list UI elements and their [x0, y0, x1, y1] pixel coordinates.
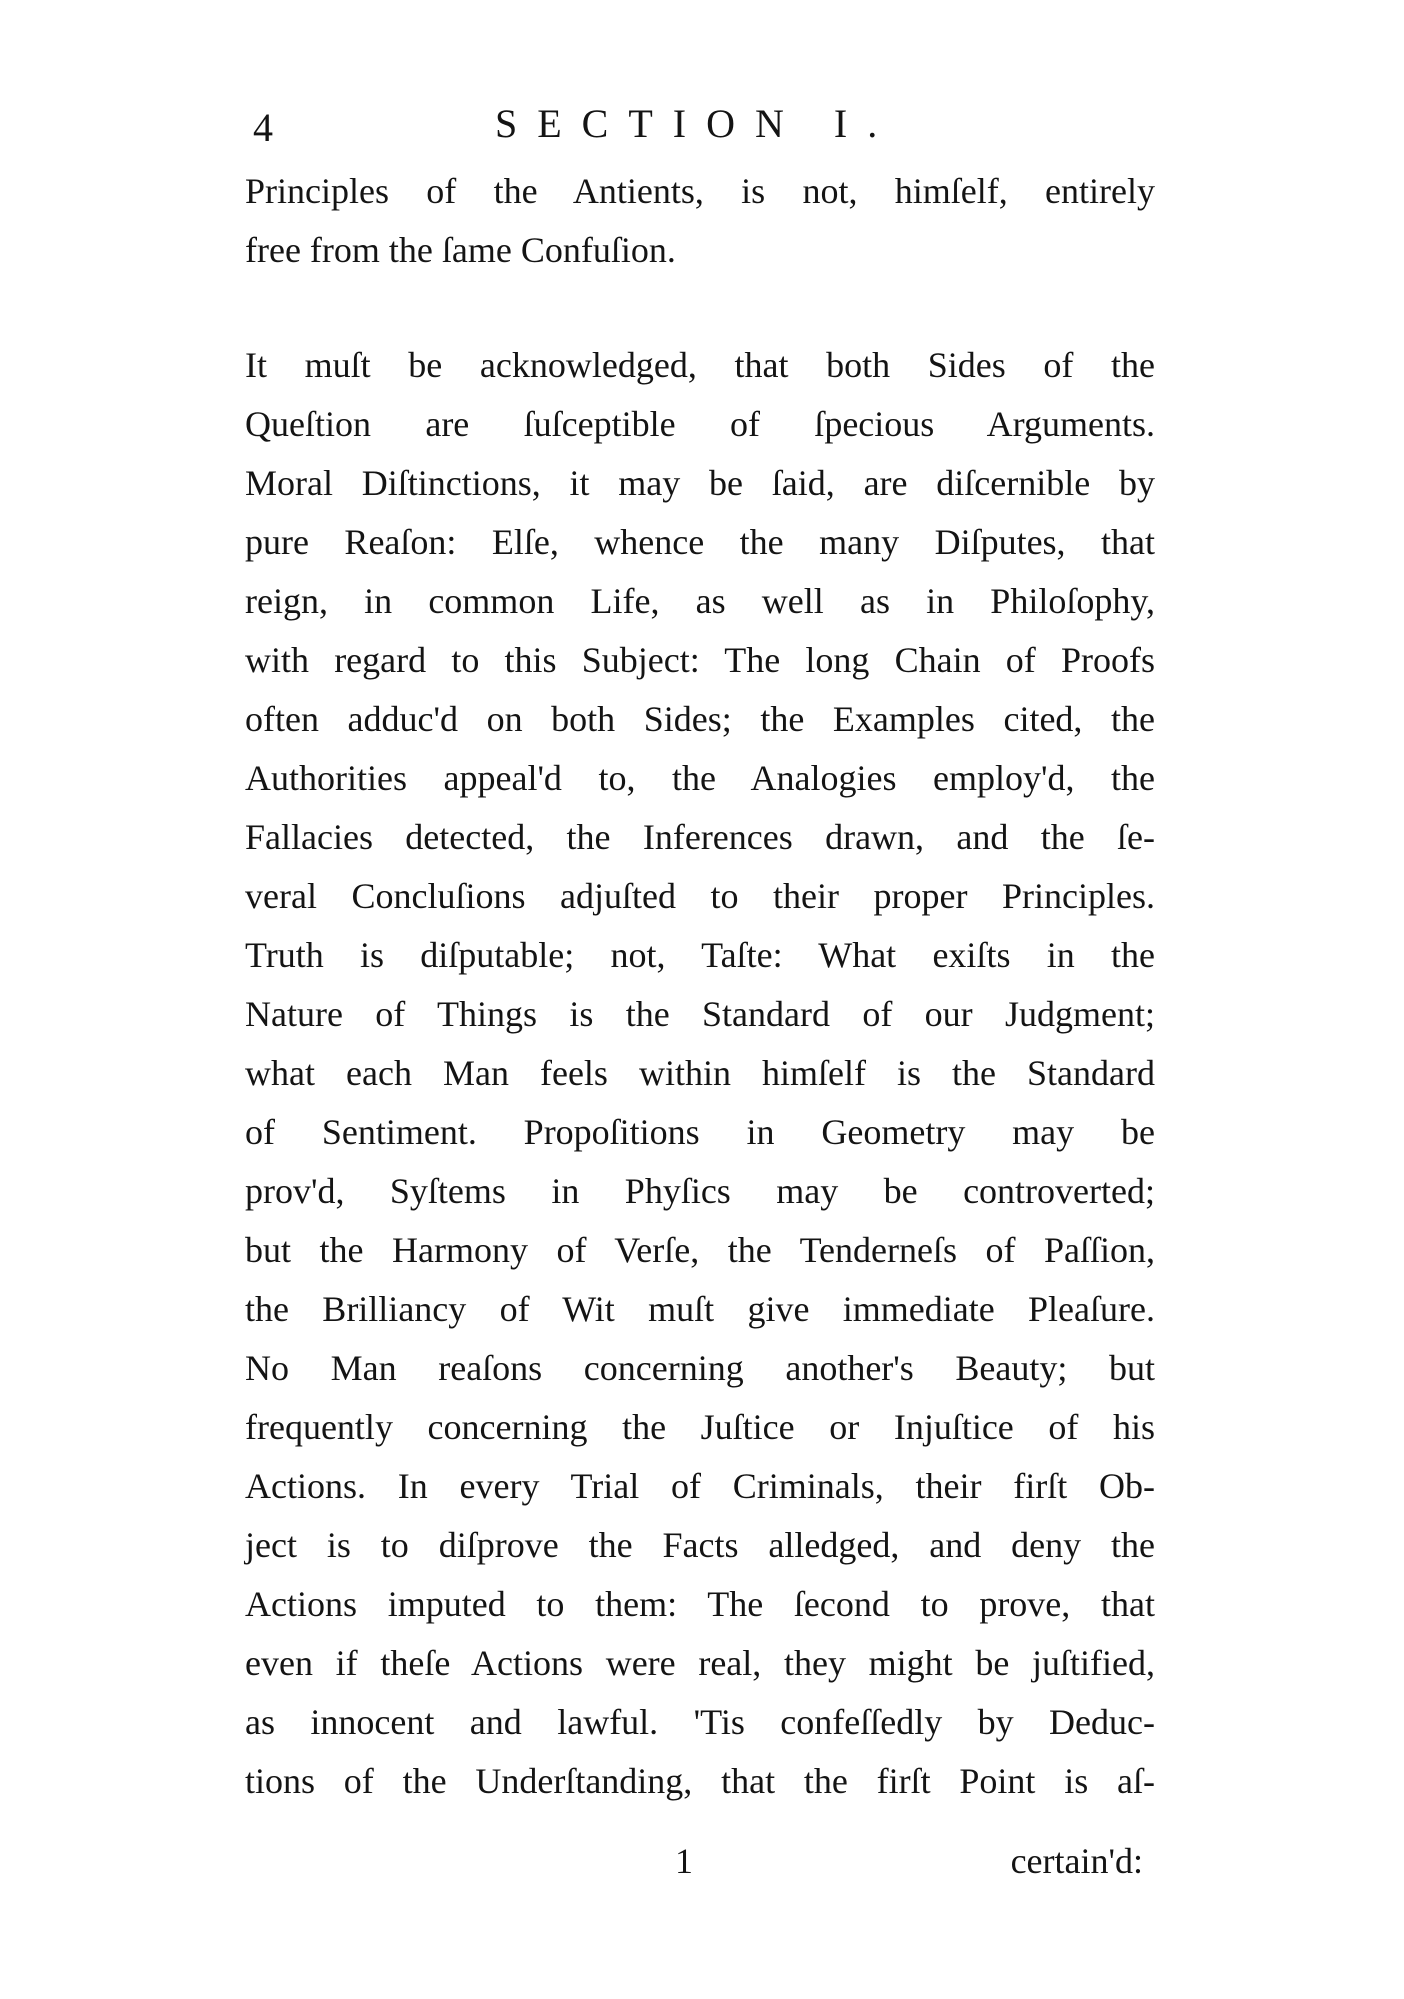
- text-line: free from the ſame Confuſion.: [245, 230, 676, 270]
- text-line: Truth is diſputable; not, Taſte: What exiſts in the: [245, 935, 1155, 975]
- text-line: the Brilliancy of Wit muſt give immediate Pleaſure.: [245, 1289, 1155, 1329]
- signature-mark: 1: [675, 1841, 693, 1881]
- text-line: prov'd, Syſtems in Phyſics may be controverted;: [245, 1171, 1155, 1211]
- catchword: certain'd:: [1010, 1841, 1143, 1881]
- text-line: what each Man feels within himſelf is the Standard: [245, 1053, 1155, 1093]
- paragraph: [245, 162, 1155, 280]
- page-header: [245, 100, 1145, 160]
- text-line: Principles of the Antients, is not, himſelf, entirely: [245, 171, 1155, 211]
- text-line: often adduc'd on both Sides; the Examples cited, the: [245, 699, 1155, 739]
- text-line: of Sentiment. Propoſitions in Geometry may be: [245, 1112, 1155, 1152]
- text-line: frequently concerning the Juſtice or Injuſtice of his: [245, 1407, 1155, 1447]
- page-number: 4: [253, 105, 273, 150]
- text-line: Queſtion are ſuſceptible of ſpecious Arguments.: [245, 404, 1155, 444]
- text-line: Moral Diſtinctions, it may be ſaid, are diſcernible by: [245, 463, 1155, 503]
- text-line: No Man reaſons concerning another's Beauty; but: [245, 1348, 1155, 1388]
- page-footer: [245, 1840, 1155, 1900]
- text-line: veral Concluſions adjuſted to their proper Principles.: [245, 876, 1155, 916]
- text-line: tions of the Underſtanding, that the firſt Point is aſ-: [245, 1761, 1155, 1801]
- text-line: Nature of Things is the Standard of our Judgment;: [245, 994, 1155, 1034]
- text-line: as innocent and lawful. 'Tis confeſſedly by Deduc-: [245, 1702, 1155, 1742]
- text-line: Actions. In every Trial of Criminals, their firſt Ob-: [245, 1466, 1155, 1506]
- text-line: with regard to this Subject: The long Chain of Proofs: [245, 640, 1155, 680]
- text-line: ject is to diſprove the Facts alledged, and deny the: [245, 1525, 1155, 1565]
- text-line: pure Reaſon: Elſe, whence the many Diſputes, that: [245, 522, 1155, 562]
- text-line: reign, in common Life, as well as in Philoſophy,: [245, 581, 1155, 621]
- text-line: Authorities appeal'd to, the Analogies employ'd, the: [245, 758, 1155, 798]
- text-line: even if theſe Actions were real, they might be juſtified,: [245, 1643, 1155, 1683]
- paragraph: [245, 336, 1155, 1811]
- running-head: SECTION I.: [495, 101, 898, 146]
- text-line: Actions imputed to them: The ſecond to prove, that: [245, 1584, 1155, 1624]
- text-line: but the Harmony of Verſe, the Tenderneſs of Paſſion,: [245, 1230, 1155, 1270]
- text-line: Fallacies detected, the Inferences drawn, and the ſe-: [245, 817, 1155, 857]
- text-line: It muſt be acknowledged, that both Sides of the: [245, 345, 1155, 385]
